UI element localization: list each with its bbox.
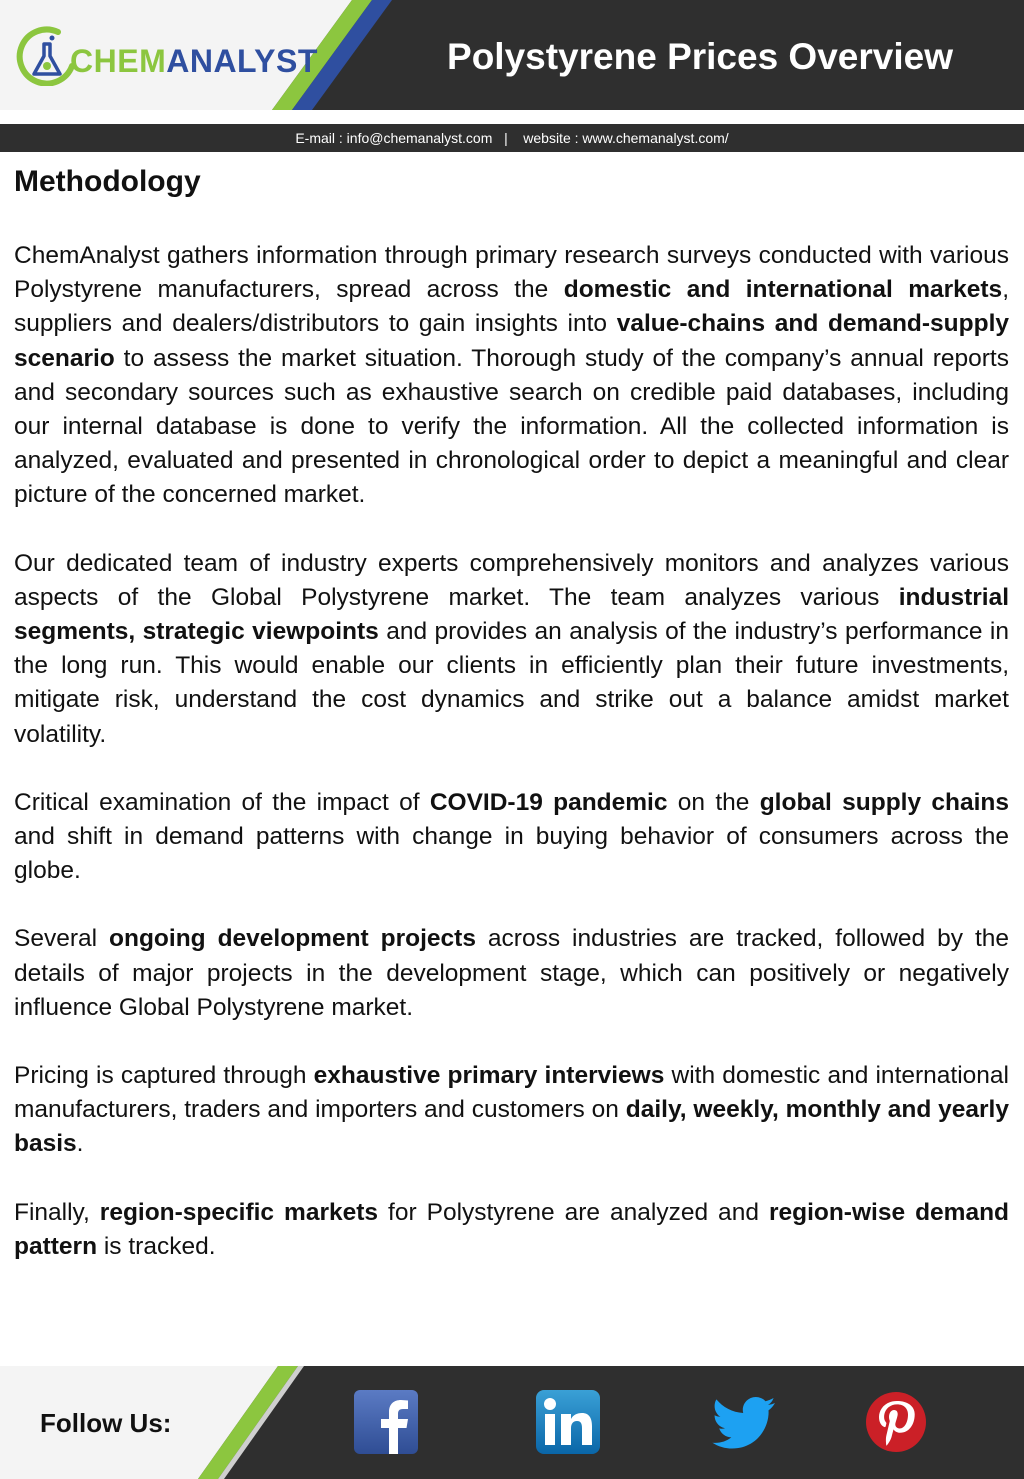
page-footer <box>0 1366 1024 1479</box>
highlight-basis: daily, weekly, monthly and yearly basis <box>14 1096 1009 1158</box>
logo-wordmark <box>70 43 318 80</box>
contact-separator: | <box>504 130 508 146</box>
follow-us-label: Follow Us: <box>40 1408 172 1438</box>
contact-bar <box>0 124 1024 152</box>
paragraph-pricing: Pricing is captured through exhaustive primary interviews with domestic and international manufacturers, traders and importers and customers on daily, weekly, monthly and yearly basis. <box>14 1062 1009 1158</box>
email-link[interactable]: E-mail : info@chemanalyst.com <box>295 130 493 146</box>
highlight-value-chains: value-chains and demand-supply scenario <box>14 310 1010 372</box>
highlight-domestic-international: domestic and international markets <box>563 276 1003 304</box>
logo-text-chem: CHEM <box>70 43 167 79</box>
paragraph-regions: Finally, region-specific markets for Polystyrene are analyzed and region-wise demand pattern is tracked. <box>14 1198 1009 1260</box>
twitter-icon[interactable] <box>712 1390 776 1454</box>
website-link[interactable]: website : www.chemanalyst.com/ <box>523 130 729 146</box>
highlight-projects: ongoing development projects <box>109 925 476 953</box>
pinterest-icon[interactable] <box>864 1390 928 1454</box>
paragraph-team: Our dedicated team of industry experts comprehensively monitors and analyzes various aspects of the Global Polystyrene market. The team analyzes various industrial segments, strategic viewpoints and provides an analysis of the industry’s performance in the long run. This would enable our clients in efficiently plan their future investments, mitigate risk, understand the cost dynamics and strike out a balance amidst market volatility. <box>14 549 1009 748</box>
highlight-interviews: exhaustive primary interviews <box>313 1062 665 1090</box>
highlight-segments: industrial segments, strategic viewpoints <box>14 583 1009 646</box>
logo-text-analyst: ANALYST <box>166 43 318 79</box>
facebook-icon[interactable] <box>354 1390 418 1454</box>
highlight-covid: COVID-19 pandemic <box>429 788 668 816</box>
highlight-region-demand: region-wise demand pattern <box>14 1198 1009 1260</box>
page-title: Polystyrene Prices Overview <box>447 36 953 77</box>
section-heading: Methodology <box>14 165 201 198</box>
main-content <box>14 160 1009 1264</box>
paragraph-projects: Several ongoing development projects across industries are tracked, followed by the details of major projects in the development stage, which can positively or negatively influence Global Polystyrene market. <box>14 925 1010 1021</box>
highlight-supply-chains: global supply chains <box>759 788 1009 816</box>
paragraph-research: ChemAnalyst gathers information through primary research surveys conducted with various Polystyrene manufacturers, spread across the domestic and international markets, suppliers and dealers/distributors to gain insights into value-chains and demand-supply scenario to assess the market situation. Thorough study of the company’s annual reports and secondary sources such as exhaustive search on credible paid databases, including our internal database is done to verify the information. All the collected information is analyzed, evaluated and presented in chronological order to depict a meaningful and clear picture of the concerned market. <box>14 242 1010 509</box>
highlight-region-markets: region-specific markets <box>99 1198 379 1226</box>
chemanalyst-logo[interactable] <box>14 26 318 86</box>
paragraph-covid: Critical examination of the impact of COVID-19 pandemic on the global supply chains and shift in demand patterns with change in buying behavior of consumers across the globe. <box>14 788 1009 885</box>
page-header <box>0 0 1024 110</box>
flask-logo-icon <box>14 26 76 86</box>
linkedin-icon[interactable] <box>536 1390 600 1454</box>
